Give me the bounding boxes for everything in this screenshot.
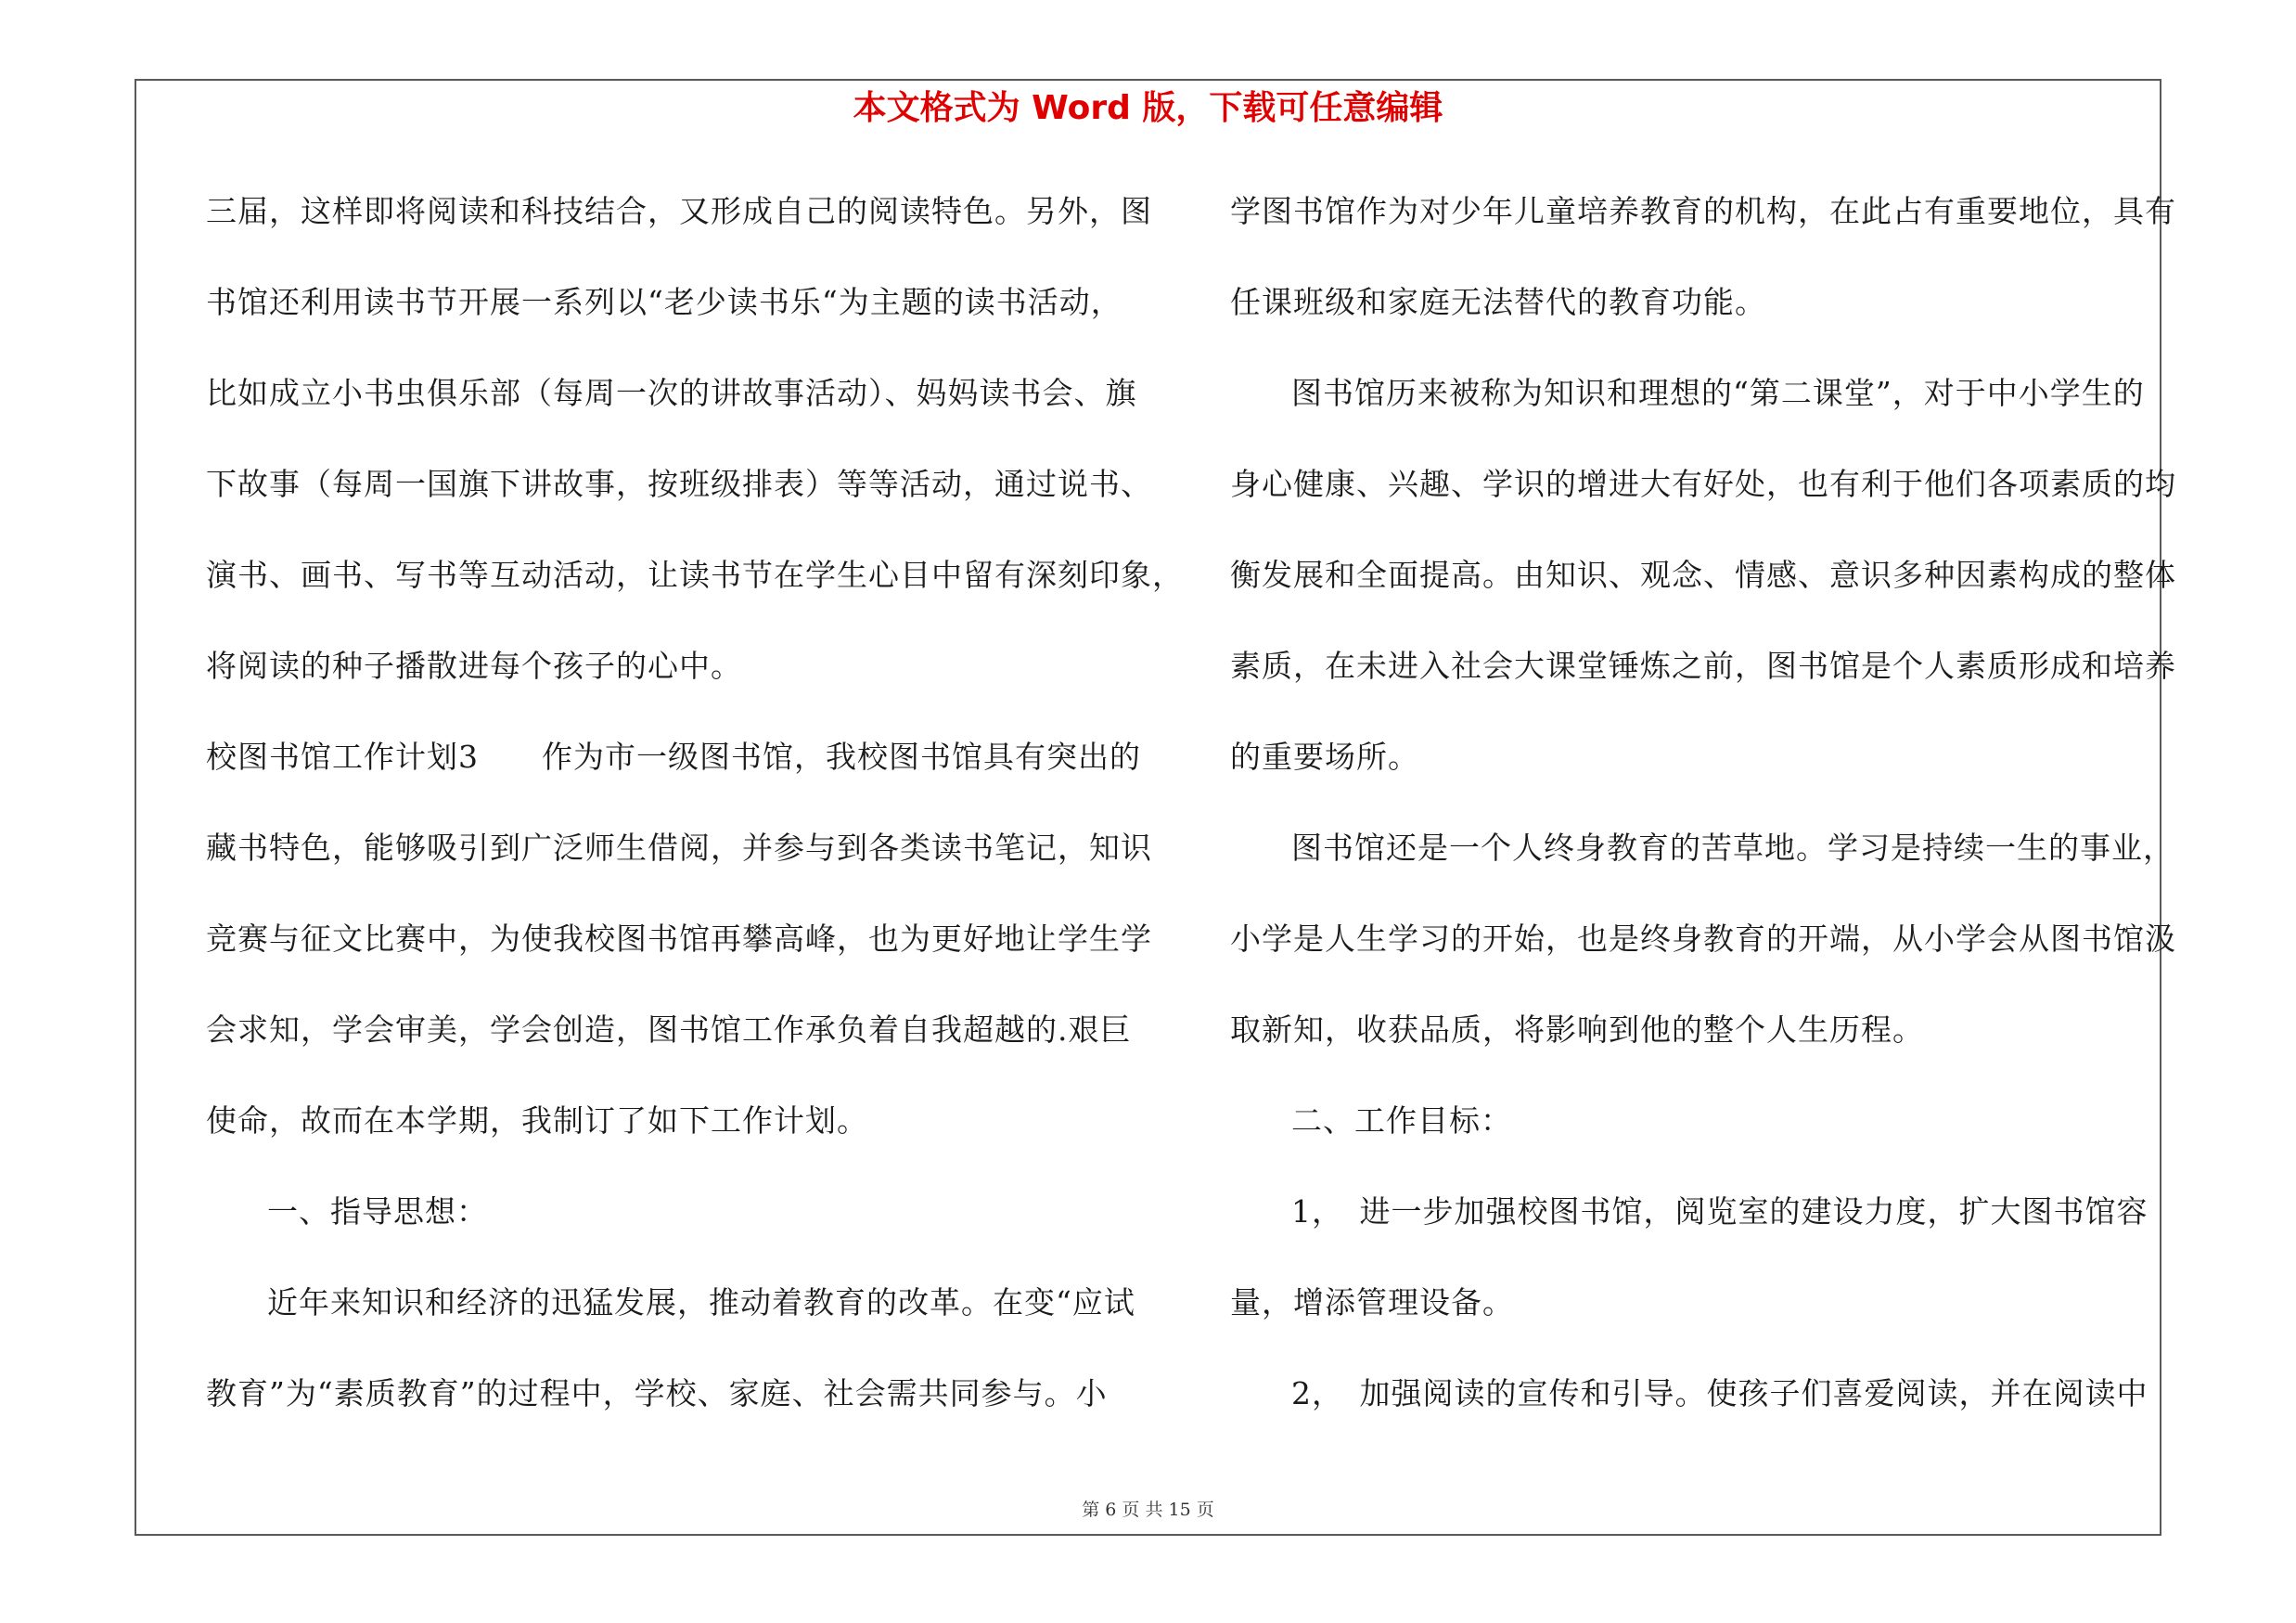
text-line: 比如成立小书虫俱乐部（每周一次的讲故事活动）、妈妈读书会、旗 [206,375,1137,411]
heading-guiding-ideology: 一、指导思想： [267,1193,488,1230]
list-item: 1， 进一步加强校图书馆，阅览室的建设力度，扩大图书馆容 [1291,1193,2148,1230]
text-line: 使命，故而在本学期，我制订了如下工作计划。 [206,1102,868,1139]
text-line: 藏书特色，能够吸引到广泛师生借阅，并参与到各类读书笔记，知识 [206,830,1152,866]
text-line: 身心健康、兴趣、学识的增进大有好处，也有利于他们各项素质的均 [1230,466,2176,502]
text-line: 小学是人生学习的开始，也是终身教育的开端，从小学会从图书馆汲 [1230,921,2176,957]
text-line: 书馆还利用读书节开展一系列以“老少读书乐“为主题的读书活动， [206,284,1122,320]
text-line: 下故事（每周一国旗下讲故事，按班级排表）等等活动，通过说书、 [206,466,1152,502]
text-line: 学图书馆作为对少年儿童培养教育的机构，在此占有重要地位，具有 [1230,193,2176,229]
text-line: 三届，这样即将阅读和科技结合，又形成自己的阅读特色。另外，图 [206,193,1152,229]
text-line: 素质，在未进入社会大课堂锤炼之前，图书馆是个人素质形成和培养 [1230,648,2176,684]
text-line: 将阅读的种子播散进每个孩子的心中。 [206,648,742,684]
text-line: 的重要场所。 [1230,739,1419,775]
word-format-banner: 本文格式为 Word 版，下载可任意编辑 [853,89,1443,127]
text-line: 图书馆还是一个人终身教育的苦草地。学习是持续一生的事业， [1291,830,2174,866]
text-line: 会求知，学会审美，学会创造，图书馆工作承负着自我超越的.艰巨 [206,1011,1132,1048]
section-title-line: 校图书馆工作计划3 作为市一级图书馆，我校图书馆具有突出的 [206,739,1141,775]
text-line: 竞赛与征文比赛中，为使我校图书馆再攀高峰，也为更好地让学生学 [206,921,1152,957]
page-number-footer: 第 6 页 共 15 页 [1082,1500,1214,1520]
text-line: 近年来知识和经济的迅猛发展，推动着教育的改革。在变“应试 [267,1284,1135,1320]
text-line: 演书、画书、写书等互动活动，让读书节在学生心目中留有深刻印象， [206,557,1184,593]
text-line: 量，增添管理设备。 [1230,1284,1514,1320]
text-line: 图书馆历来被称为知识和理想的“第二课堂”，对于中小学生的 [1291,375,2145,411]
left-column [206,184,1184,1457]
list-item: 2， 加强阅读的宣传和引导。使孩子们喜爱阅读，并在阅读中 [1291,1375,2148,1411]
text-line: 教育”为“素质教育”的过程中，学校、家庭、社会需共同参与。小 [206,1375,1108,1411]
text-line: 取新知，收获品质，将影响到他的整个人生历程。 [1230,1011,1924,1048]
text-line: 衡发展和全面提高。由知识、观念、情感、意识多种因素构成的整体 [1230,557,2176,593]
heading-work-goals: 二、工作目标： [1291,1102,1512,1139]
right-column [1230,184,2176,1457]
text-line: 任课班级和家庭无法替代的教育功能。 [1230,284,1766,320]
